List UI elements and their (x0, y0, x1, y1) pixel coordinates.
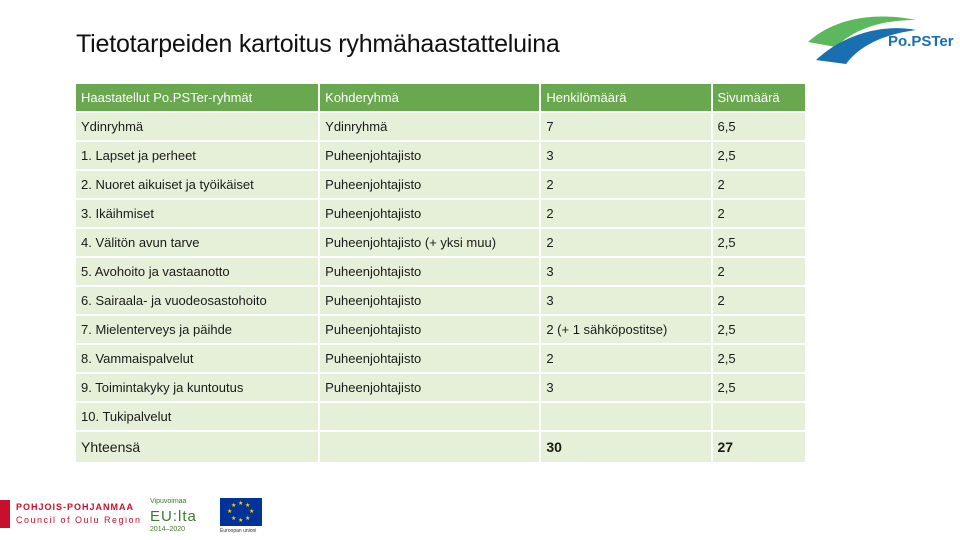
table-cell: 2,5 (713, 316, 807, 345)
table-cell: 10. Tukipalvelut (76, 403, 320, 432)
table-cell: 3 (541, 258, 712, 287)
table-cell (541, 403, 712, 432)
table-cell: 2 (541, 345, 712, 374)
table-cell: 3 (541, 287, 712, 316)
table-cell: Puheenjohtajisto (+ yksi muu) (320, 229, 541, 258)
council-name: POHJOIS-POHJANMAA (16, 502, 135, 512)
table-cell: 6,5 (713, 113, 807, 142)
table-cell: 7 (541, 113, 712, 142)
table-row (76, 345, 807, 374)
table-cell: Puheenjohtajisto (320, 374, 541, 403)
brand-name: Po.PSTer (888, 33, 954, 50)
header-cell: Sivumäärä (713, 84, 807, 113)
table-cell: 3. Ikäihmiset (76, 200, 320, 229)
table-cell: Ydinryhmä (76, 113, 320, 142)
table-cell: Puheenjohtajisto (320, 258, 541, 287)
table-row (76, 171, 807, 200)
table-cell (713, 403, 807, 432)
table-cell: Ydinryhmä (320, 113, 541, 142)
table-cell: 2,5 (713, 374, 807, 403)
table-row (76, 113, 807, 142)
total-label: Yhteensä (76, 432, 320, 464)
table-cell: 8. Vammaispalvelut (76, 345, 320, 374)
table-cell: 2 (+ 1 sähköpostitse) (541, 316, 712, 345)
table-cell: 2,5 (713, 229, 807, 258)
table-cell: 2 (541, 171, 712, 200)
table-row (76, 403, 807, 432)
table-cell: 2 (713, 258, 807, 287)
table-cell: 6. Sairaala- ja vuodeosastohoito (76, 287, 320, 316)
eu-label: Euroopan unioni (220, 528, 257, 534)
eu-flag-icon: ★ ★ ★ ★ ★ ★ ★ ★ (220, 498, 262, 526)
header-cell: Haastatellut Po.PSTer-ryhmät (76, 84, 320, 113)
table-total-row (76, 432, 807, 464)
table-cell: 2 (541, 229, 712, 258)
table-row (76, 258, 807, 287)
table-cell: Puheenjohtajisto (320, 316, 541, 345)
table-cell: 2 (713, 171, 807, 200)
vipuvoimaa-logo-text: EU:lta (150, 508, 197, 525)
table-cell: 2 (713, 287, 807, 316)
table-row (76, 316, 807, 345)
table-cell: 5. Avohoito ja vastaanotto (76, 258, 320, 287)
table-cell: 7. Mielenterveys ja päihde (76, 316, 320, 345)
table-cell: 4. Välitön avun tarve (76, 229, 320, 258)
table-cell: Puheenjohtajisto (320, 200, 541, 229)
council-logo-mark (0, 500, 10, 528)
table-cell (320, 432, 541, 464)
table-cell: 1. Lapset ja perheet (76, 142, 320, 171)
table-row (76, 374, 807, 403)
page-title: Tietotarpeiden kartoitus ryhmähaastatteluina (76, 30, 560, 58)
table-row (76, 200, 807, 229)
table-cell: Puheenjohtajisto (320, 287, 541, 316)
table-cell: Puheenjohtajisto (320, 345, 541, 374)
table-cell: 3 (541, 142, 712, 171)
table-cell: 2. Nuoret aikuiset ja työikäiset (76, 171, 320, 200)
total-pages: 27 (713, 432, 807, 464)
table-cell: 2 (713, 200, 807, 229)
header-cell: Henkilömäärä (541, 84, 712, 113)
header-cell: Kohderyhmä (320, 84, 541, 113)
table-cell: 2,5 (713, 142, 807, 171)
table-cell: 9. Toimintakyky ja kuntoutus (76, 374, 320, 403)
table-header-row (76, 84, 807, 113)
table-cell: Puheenjohtajisto (320, 171, 541, 200)
vipuvoimaa-label: Vipuvoimaa (150, 498, 187, 505)
interview-table (76, 84, 807, 464)
table-cell (320, 403, 541, 432)
table-cell: 2,5 (713, 345, 807, 374)
council-subtitle: Council of Oulu Region (16, 515, 142, 525)
table-cell: 3 (541, 374, 712, 403)
vipuvoimaa-years: 2014–2020 (150, 526, 186, 533)
table-cell: 2 (541, 200, 712, 229)
table-row (76, 229, 807, 258)
table-row (76, 142, 807, 171)
total-persons: 30 (541, 432, 712, 464)
table-cell: Puheenjohtajisto (320, 142, 541, 171)
table-row (76, 287, 807, 316)
